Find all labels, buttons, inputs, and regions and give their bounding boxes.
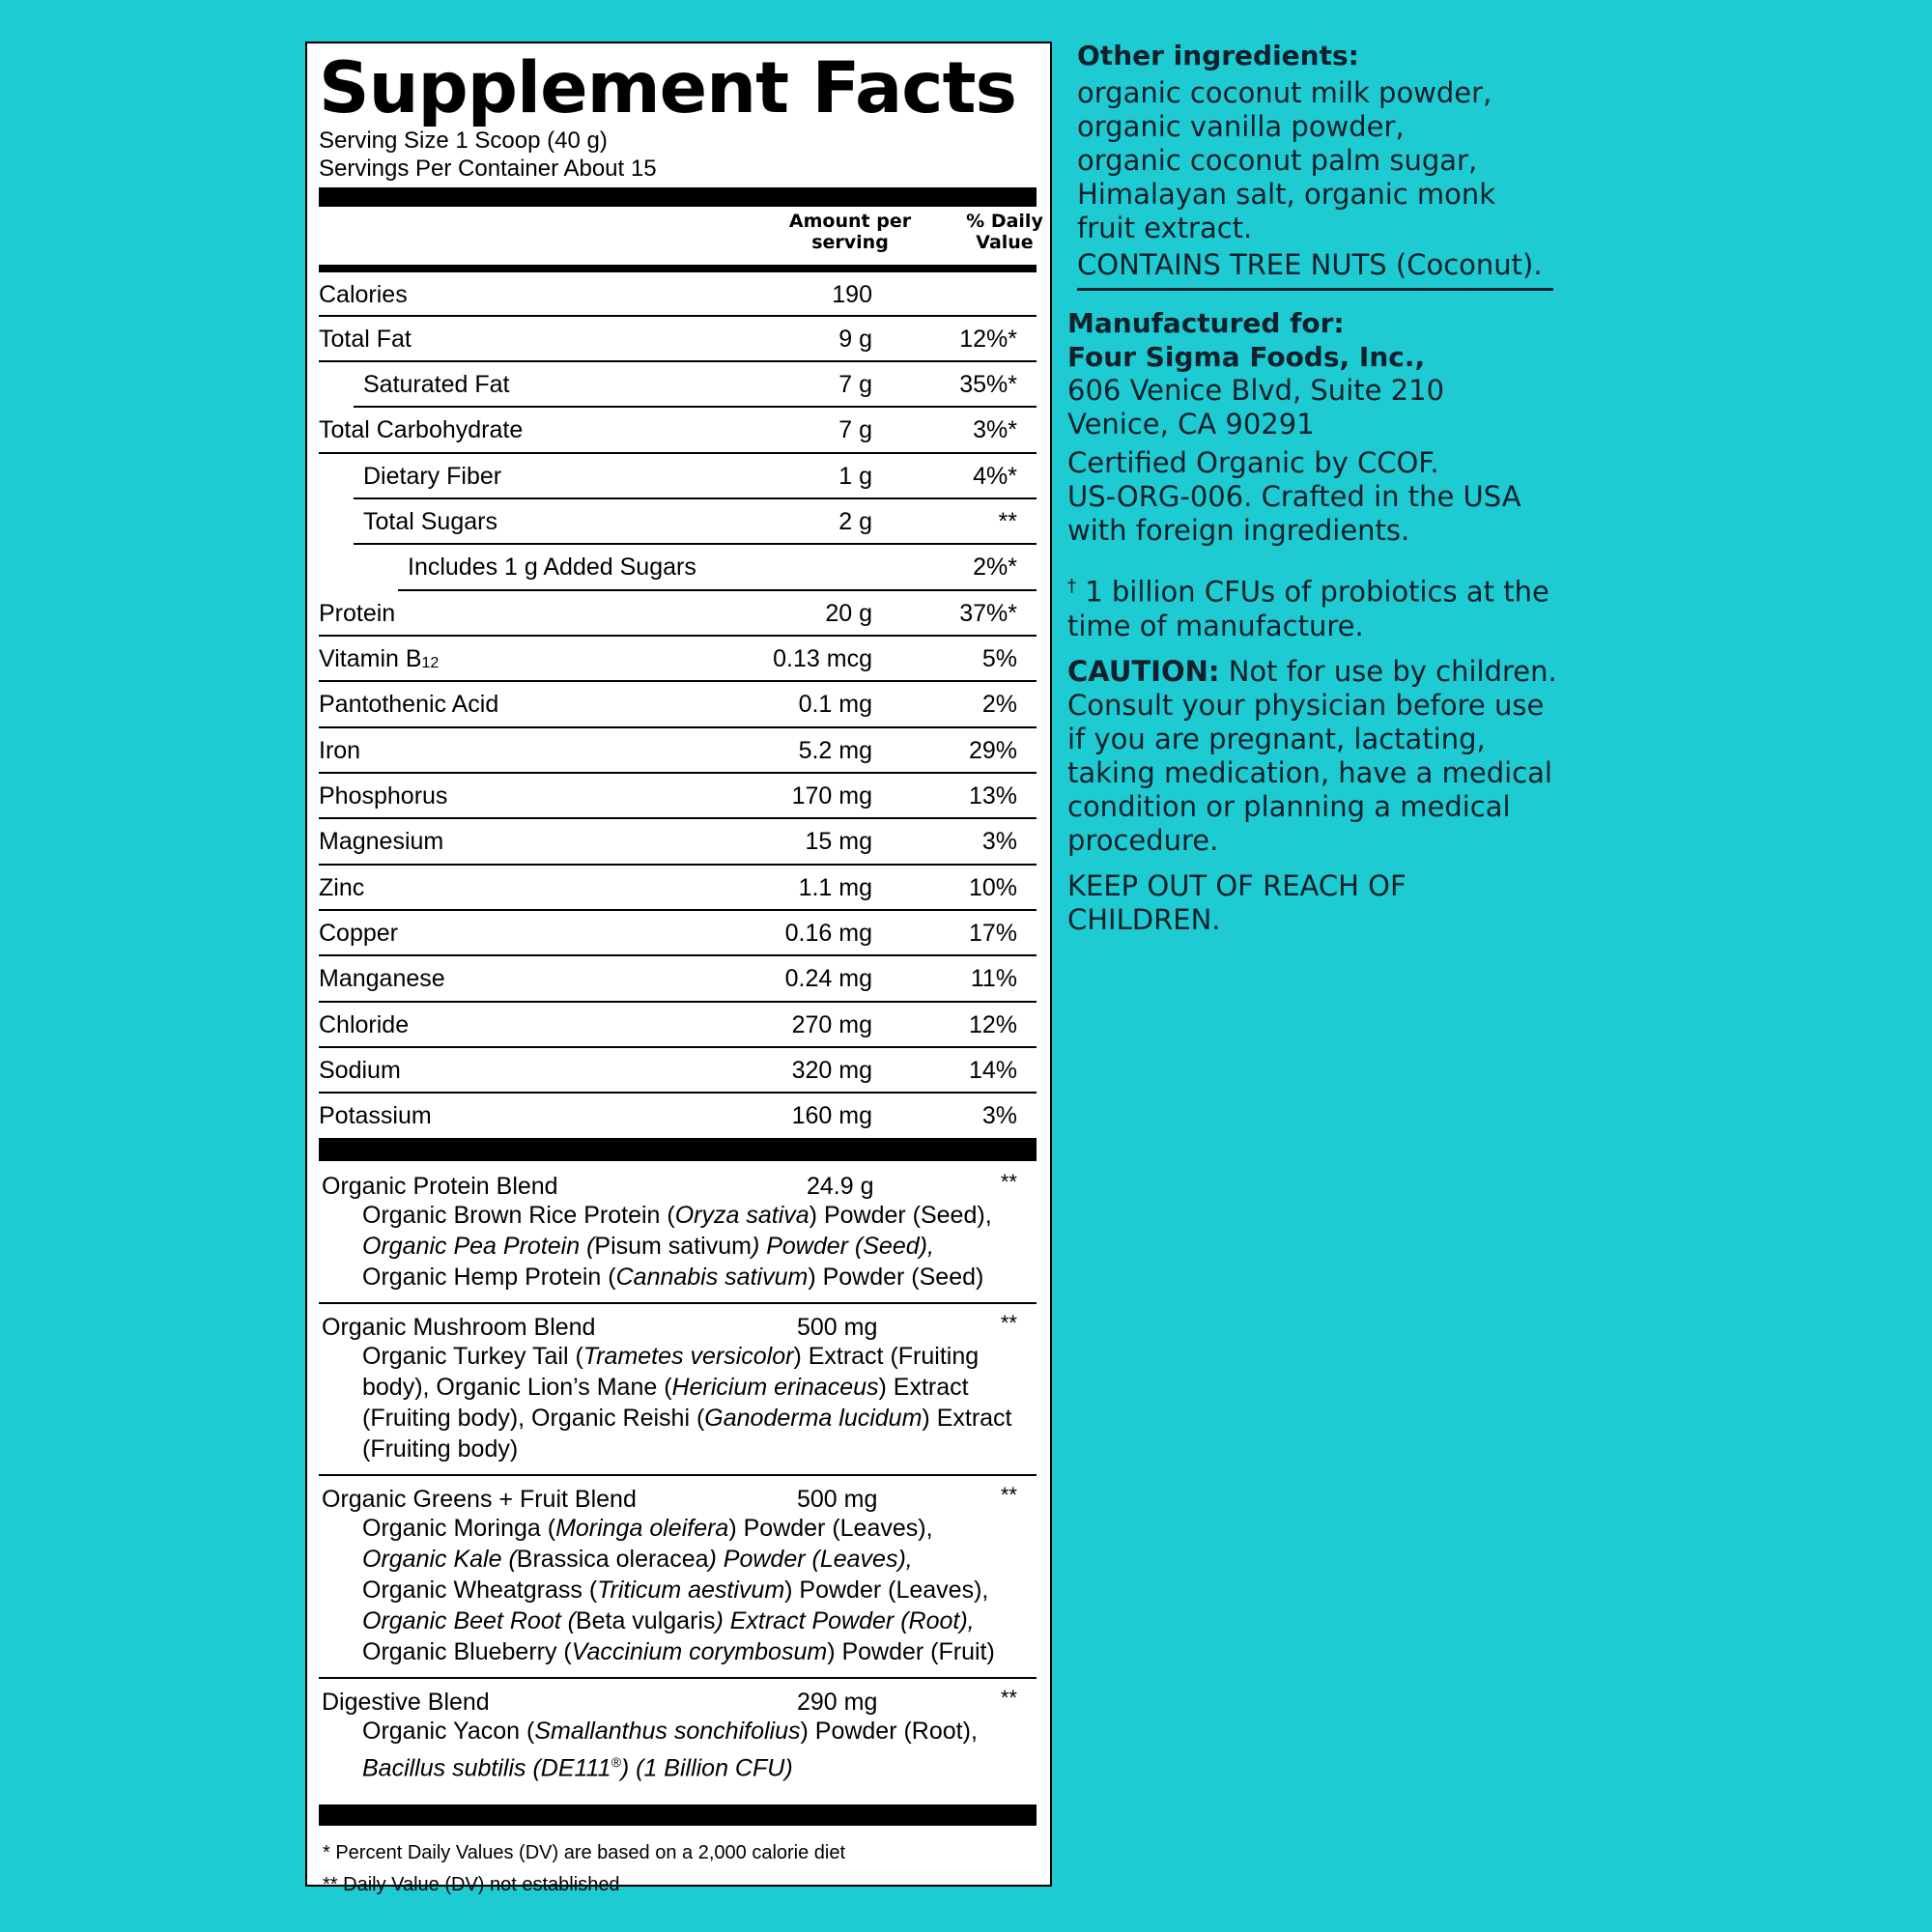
latin-name: ) Powder (Seed),	[751, 1233, 934, 1260]
caution-label: CAUTION:	[1067, 654, 1220, 688]
blend-text: ) Powder (Root),	[800, 1718, 978, 1745]
registered-mark: ®	[611, 1754, 621, 1770]
nutrient-daily-value: 11%	[970, 965, 1017, 992]
nutrient-amount: 0.1 mg	[798, 691, 872, 718]
column-header	[319, 207, 1043, 265]
nutrient-name: Total Fat	[319, 326, 412, 353]
latin-name: Bacillus subtilis (DE111	[362, 1754, 611, 1782]
blend-text: ) Extract (Fruiting body), Organic Reishi (	[362, 1374, 969, 1432]
blend-section	[319, 1171, 1037, 1304]
latin-name: Organic Kale (	[362, 1546, 517, 1573]
caution-line: procedure.	[1067, 823, 1219, 857]
manufactured-heading: Manufactured for:	[1067, 307, 1345, 339]
address-line-2: Venice, CA 90291	[1067, 408, 1315, 440]
probiotic-line: 1 billion CFUs of probiotics at the	[1085, 575, 1549, 609]
probiotic-line: time of manufacture.	[1067, 609, 1364, 642]
nutrient-row	[319, 911, 1037, 956]
nutrient-amount: 15 mg	[805, 828, 872, 855]
nutrient-subscript: 12	[421, 655, 440, 671]
ingredient-line: Himalayan salt, organic monk	[1077, 178, 1496, 211]
blend-ingredients	[362, 1513, 1037, 1677]
nutrient-amount: 5.2 mg	[798, 737, 872, 764]
nutrient-row	[319, 591, 1037, 637]
nutrient-row	[354, 454, 1037, 499]
nutrient-amount: 0.13 mcg	[773, 645, 872, 672]
nutrient-row	[319, 1048, 1037, 1094]
nutrient-daily-value: 35%*	[959, 371, 1017, 398]
nutrient-amount: 1 g	[838, 463, 872, 490]
blend-name: Organic Greens + Fruit Blend	[322, 1486, 637, 1513]
caution-text	[1067, 655, 1695, 858]
blend-name: Digestive Blend	[322, 1689, 490, 1716]
company-name: Four Sigma Foods, Inc.,	[1067, 341, 1426, 373]
nutrient-amount: 7 g	[838, 371, 872, 398]
nutrient-amount: 0.24 mg	[784, 965, 872, 992]
latin-name: Hericium erinaceus	[671, 1374, 879, 1401]
latin-name: Smallanthus sonchifolius	[534, 1718, 801, 1745]
nutrient-amount: 320 mg	[791, 1057, 872, 1084]
nutrient-name: Vitamin $B_{12}$	[319, 645, 440, 672]
blend-text: ) Powder (Seed),	[809, 1202, 992, 1229]
caution-line: taking medication, have a medical	[1067, 755, 1552, 789]
blend-daily-value: **	[1000, 1686, 1017, 1710]
nutrient-daily-value: 29%	[968, 737, 1017, 764]
blend-ingredients	[362, 1716, 1037, 1793]
footer-divider	[319, 1804, 1037, 1826]
blend-text: Organic Yacon (	[362, 1718, 535, 1745]
latin-name: Triticum aestivum	[597, 1577, 785, 1604]
blend-text: ) Extract (Fruiting body), Organic Lion’s Mane (	[362, 1343, 980, 1401]
address-line-1: 606 Venice Blvd, Suite 210	[1067, 374, 1445, 407]
blend-name: Organic Protein Blend	[322, 1173, 558, 1200]
dagger-mark: †	[1067, 576, 1076, 596]
nutrient-row	[319, 866, 1037, 911]
calories-amount: 190	[832, 281, 872, 308]
footnote-not-established: ** Daily Value (DV) not established	[323, 1874, 620, 1896]
caution-line: Not for use by children.	[1219, 654, 1557, 688]
nutrient-name: Total Sugars	[363, 508, 497, 535]
allergen-rule	[1077, 288, 1553, 291]
nutrient-name: Includes 1 g Added Sugars	[408, 554, 696, 581]
blend-header	[319, 1312, 1037, 1341]
thick-divider	[319, 187, 1037, 207]
nutrient-daily-value: 4%*	[973, 463, 1017, 490]
serving-size: Serving Size 1 Scoop (40 g)	[319, 128, 608, 154]
probiotic-note	[1067, 569, 1695, 643]
ingredient-line: organic vanilla powder,	[1077, 110, 1405, 143]
other-ingredients-heading: Other ingredients:	[1077, 40, 1359, 71]
keep-out-text	[1067, 869, 1695, 937]
latin-name: Organic Beet Root (	[362, 1607, 576, 1634]
nutrient-daily-value: 2%	[981, 691, 1017, 718]
nutrient-amount: 2 g	[838, 508, 872, 535]
keep-line: CHILDREN.	[1067, 902, 1221, 936]
caution-line: Consult your physician before use	[1067, 688, 1545, 722]
nutrient-name: Protein	[319, 600, 396, 627]
blend-amount: 500 mg	[797, 1486, 878, 1513]
nutrient-daily-value: 12%*	[959, 326, 1017, 353]
ingredient-line: organic coconut palm sugar,	[1077, 144, 1478, 177]
nutrient-row	[319, 408, 1037, 454]
nutrient-row	[319, 819, 1037, 866]
nutrient-amount: 170 mg	[791, 782, 872, 810]
blend-text: Organic Turkey Tail (	[362, 1343, 583, 1370]
blend-text: Organic Wheatgrass (	[362, 1577, 598, 1604]
nutrient-daily-value: 12%	[968, 1011, 1017, 1038]
latin-name: Trametes versicolor	[582, 1343, 794, 1370]
certification-text	[1067, 446, 1695, 548]
blend-text: Organic Moringa (	[362, 1515, 556, 1542]
nutrient-row	[319, 317, 1037, 362]
blend-text: ) Powder (Fruit)	[827, 1638, 995, 1665]
nutrient-daily-value: 14%	[968, 1057, 1017, 1084]
nutrient-row	[319, 774, 1037, 819]
label-side-column	[1067, 39, 1695, 937]
keep-line: KEEP OUT OF REACH OF	[1067, 868, 1406, 902]
footnote-dv: * Percent Daily Values (DV) are based on a 2,000 calorie diet	[323, 1842, 846, 1864]
blend-ingredients	[362, 1200, 1037, 1302]
nutrient-name: Magnesium	[319, 828, 444, 855]
nutrient-row	[398, 545, 1037, 591]
other-ingredients-list	[1077, 76, 1695, 245]
nutrient-amount: 20 g	[825, 600, 872, 627]
nutrient-daily-value: 3%*	[973, 416, 1017, 443]
blend-list	[319, 1171, 1037, 1793]
blend-text: Organic Hemp Protein (	[362, 1264, 616, 1291]
blend-header	[319, 1484, 1037, 1513]
blend-section	[319, 1679, 1037, 1793]
blend-amount: 500 mg	[797, 1314, 878, 1341]
blend-text: Beta vulgaris	[575, 1607, 716, 1634]
latin-name: Oryza sativa	[674, 1202, 810, 1229]
column-dv-label: % Daily Value	[966, 211, 1043, 253]
nutrient-row	[319, 1003, 1037, 1048]
nutrient-amount: 1.1 mg	[798, 874, 872, 901]
blend-daily-value: **	[1000, 1311, 1017, 1335]
cert-line: US-ORG-006. Crafted in the USA	[1067, 480, 1521, 513]
contains-allergen: CONTAINS TREE NUTS (Coconut).	[1077, 248, 1543, 281]
nutrient-name: Potassium	[319, 1102, 432, 1129]
latin-name: Moringa oleifera	[555, 1515, 729, 1542]
blend-daily-value: **	[1000, 1483, 1017, 1507]
blend-name: Organic Mushroom Blend	[322, 1314, 596, 1341]
latin-name: Vaccinium corymbosum	[571, 1638, 828, 1665]
nutrient-row	[319, 728, 1037, 774]
ingredient-line: fruit extract.	[1077, 212, 1253, 244]
blend-text: ) Extract (Fruiting body)	[362, 1405, 1012, 1463]
blend-text: Pisum sativum	[594, 1233, 752, 1260]
nutrient-name: Iron	[319, 737, 361, 764]
nutrient-name: Pantothenic Acid	[319, 691, 499, 718]
nutrient-daily-value: **	[998, 508, 1017, 535]
nutrient-row	[319, 682, 1037, 728]
latin-name: Ganoderma lucidum	[704, 1405, 923, 1432]
blend-header	[319, 1687, 1037, 1716]
blend-text: Organic Blueberry (	[362, 1638, 572, 1665]
nutrient-row	[319, 637, 1037, 682]
nutrient-daily-value: 3%	[981, 1102, 1017, 1129]
servings-per-container: Servings Per Container About 15	[319, 156, 657, 182]
nutrient-row	[354, 362, 1037, 408]
nutrient-daily-value: 10%	[968, 874, 1017, 901]
nutrient-daily-value: 37%*	[959, 600, 1017, 627]
blend-text: Organic Brown Rice Protein (	[362, 1202, 675, 1229]
blend-section	[319, 1304, 1037, 1476]
nutrient-rows	[319, 317, 1037, 1140]
blend-text: ) Powder (Leaves),	[784, 1577, 989, 1604]
latin-name: Organic Pea Protein (	[362, 1233, 595, 1260]
latin-name: Cannabis sativum	[615, 1264, 809, 1291]
blend-header	[319, 1171, 1037, 1200]
nutrient-name: Total Carbohydrate	[319, 416, 524, 443]
nutrient-daily-value: 3%	[981, 828, 1017, 855]
nutrient-amount: 160 mg	[791, 1102, 872, 1129]
nutrient-amount: 7 g	[838, 416, 872, 443]
nutrient-daily-value: 17%	[968, 920, 1017, 947]
nutrient-name: Phosphorus	[319, 782, 448, 810]
cert-line: with foreign ingredients.	[1067, 514, 1410, 547]
nutrient-amount: 9 g	[838, 326, 872, 353]
latin-name: ) (1 Billion CFU)	[620, 1754, 793, 1782]
blend-amount: 24.9 g	[807, 1173, 874, 1200]
blend-amount: 290 mg	[797, 1689, 878, 1716]
header-divider	[319, 265, 1037, 272]
nutrient-amount: 270 mg	[791, 1011, 872, 1038]
blend-text: ) Powder (Leaves),	[728, 1515, 933, 1542]
nutrient-name: Dietary Fiber	[363, 463, 502, 490]
probiotic-text	[1067, 576, 1549, 642]
nutrient-name: Saturated Fat	[363, 371, 510, 398]
blend-daily-value: **	[1000, 1170, 1017, 1194]
nutrient-daily-value: 5%	[981, 645, 1017, 672]
blend-ingredients	[362, 1341, 1037, 1474]
supplement-facts-panel	[305, 42, 1052, 1896]
nutrient-name: Manganese	[319, 965, 445, 992]
panel-title: Supplement Facts	[319, 47, 1016, 129]
ingredient-line: organic coconut milk powder,	[1077, 76, 1492, 109]
nutrient-name: Sodium	[319, 1057, 401, 1084]
column-amount-label: Amount per serving	[788, 211, 912, 253]
blend-divider	[319, 1140, 1037, 1161]
blend-text: ) Powder (Seed)	[808, 1264, 984, 1291]
nutrient-row	[354, 499, 1037, 545]
nutrient-amount: 0.16 mg	[784, 920, 872, 947]
nutrient-name: Copper	[319, 920, 398, 947]
latin-name: ) Powder (Leaves),	[708, 1546, 913, 1573]
nutrient-daily-value: 13%	[968, 782, 1017, 810]
nutrient-daily-value: 2%*	[973, 554, 1017, 581]
nutrient-name: Chloride	[319, 1011, 410, 1038]
blend-section	[319, 1476, 1037, 1679]
blend-text: Brassica oleracea	[516, 1546, 709, 1573]
calories-label: Calories	[319, 281, 408, 308]
caution-line: if you are pregnant, lactating,	[1067, 722, 1486, 755]
nutrient-row	[319, 956, 1037, 1003]
latin-name: ) Extract Powder (Root),	[715, 1607, 975, 1634]
cert-line: Certified Organic by CCOF.	[1067, 446, 1439, 479]
nutrient-name: Zinc	[319, 874, 365, 901]
calories-row	[319, 272, 1037, 317]
caution-line: condition or planning a medical	[1067, 789, 1511, 823]
nutrient-row	[319, 1094, 1037, 1140]
